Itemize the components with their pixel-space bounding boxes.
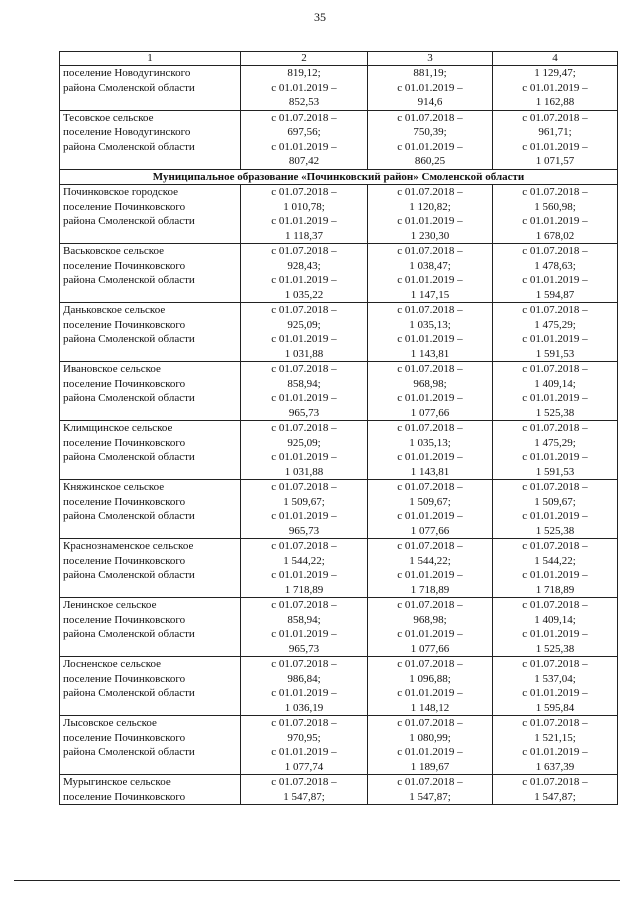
cell-line: с 01.01.2019 – — [522, 140, 588, 153]
cell-line: района Смоленской области — [63, 569, 195, 581]
cell-line: Лысовское сельское — [63, 717, 157, 729]
cell-line: с 01.01.2019 – — [271, 392, 337, 404]
cell-line: 1 525,38 — [535, 642, 575, 655]
tariff-cell-col3 — [368, 303, 493, 362]
tariff-cell-col2 — [241, 716, 368, 775]
table-row — [60, 775, 618, 805]
cell-line: 1 509,67; — [409, 495, 451, 508]
cell-line: 858,94; — [287, 377, 321, 390]
cell-line: 928,43; — [287, 259, 321, 272]
cell-line: поселение Починковского — [63, 318, 186, 331]
tariff-cell-col3 — [368, 539, 493, 598]
cell-line: 1 038,47; — [409, 259, 451, 272]
cell-line: с 01.07.2018 – — [271, 717, 337, 729]
cell-line: 1 537,04; — [534, 672, 576, 685]
cell-line: с 01.07.2018 – — [271, 111, 337, 124]
cell-line: 1 077,66 — [410, 524, 450, 537]
column-header: 3 — [368, 52, 493, 66]
cell-line: 925,09; — [287, 318, 321, 331]
cell-line: поселение Починковского — [63, 495, 186, 508]
cell-line: 1 080,99; — [409, 731, 451, 744]
cell-line: 970,95; — [287, 731, 321, 744]
cell-line: с 01.07.2018 – — [397, 304, 463, 316]
cell-line: 1 118,37 — [284, 229, 324, 242]
cell-line: района Смоленской области — [63, 687, 195, 699]
cell-line: с 01.07.2018 – — [271, 481, 337, 493]
cell-line: с 01.01.2019 – — [397, 140, 463, 153]
cell-line: 968,98; — [413, 613, 447, 626]
cell-line: с 01.07.2018 – — [522, 481, 588, 493]
tariff-cell-col3 — [368, 480, 493, 539]
tariff-cell-col2 — [241, 421, 368, 480]
cell-line: с 01.07.2018 – — [397, 776, 463, 788]
cell-line: 1 521,15; — [534, 731, 576, 744]
cell-line: с 01.07.2018 – — [271, 599, 337, 611]
table-row — [60, 539, 618, 598]
section-row — [60, 169, 618, 185]
cell-line: 1 035,13; — [409, 318, 451, 331]
tariff-cell-col2 — [241, 657, 368, 716]
tariff-cell-col2 — [241, 244, 368, 303]
cell-line: с 01.07.2018 – — [271, 658, 337, 670]
tariff-cell-col4 — [493, 480, 618, 539]
cell-line: района Смоленской области — [63, 628, 195, 640]
cell-line: 1 678,02 — [535, 229, 575, 242]
tariff-cell-col3 — [368, 598, 493, 657]
cell-line: 1 544,22; — [283, 554, 325, 567]
settlement-name-cell — [60, 244, 241, 303]
tariff-cell-col2 — [241, 775, 368, 805]
column-header: 1 — [60, 52, 241, 66]
cell-line: 1 718,89 — [410, 583, 450, 596]
cell-line: Васьковское сельское — [63, 245, 165, 257]
cell-line: 965,73 — [288, 642, 320, 655]
cell-line: с 01.01.2019 – — [397, 215, 463, 227]
cell-line: с 01.07.2018 – — [522, 658, 588, 670]
table-row — [60, 480, 618, 539]
cell-line: с 01.07.2018 – — [397, 540, 463, 552]
cell-line: 1 031,88 — [284, 465, 324, 478]
cell-line: 965,73 — [288, 524, 320, 537]
cell-line: 1 096,88; — [409, 672, 451, 685]
cell-line: района Смоленской области — [63, 746, 195, 758]
cell-line: 1 162,88 — [535, 96, 575, 108]
cell-line: с 01.01.2019 – — [522, 687, 588, 699]
cell-line: с 01.07.2018 – — [397, 658, 463, 670]
cell-line: 807,42 — [288, 155, 320, 167]
cell-line: 852,53 — [288, 96, 320, 108]
cell-line: 1 547,87; — [409, 790, 451, 803]
settlement-name-cell — [60, 539, 241, 598]
cell-line: 968,98; — [413, 377, 447, 390]
tariff-cell-col4 — [493, 539, 618, 598]
settlement-name-cell — [60, 657, 241, 716]
cell-line: 881,19; — [413, 67, 447, 79]
cell-line: 1 591,53 — [535, 465, 575, 478]
cell-line: с 01.07.2018 – — [522, 540, 588, 552]
cell-line: 1 077,66 — [410, 406, 450, 419]
cell-line: с 01.01.2019 – — [271, 569, 337, 581]
cell-line: 1 718,89 — [284, 583, 324, 596]
tariff-cell-col3 — [368, 110, 493, 169]
cell-line: с 01.01.2019 – — [522, 215, 588, 227]
cell-line: с 01.01.2019 – — [271, 140, 337, 153]
cell-line: 965,73 — [288, 406, 320, 419]
cell-line: 1 544,22; — [534, 554, 576, 567]
cell-line: с 01.01.2019 – — [271, 215, 337, 227]
section-title: Муниципальное образование «Починковский район» Смоленской области — [60, 169, 618, 185]
cell-line: 1 143,81 — [410, 347, 450, 360]
cell-line: района Смоленской области — [63, 81, 195, 94]
tariff-cell-col4 — [493, 421, 618, 480]
cell-line: с 01.07.2018 – — [397, 111, 463, 124]
cell-line: 1 595,84 — [535, 701, 575, 714]
cell-line: Починковское городское — [63, 186, 179, 198]
cell-line: с 01.07.2018 – — [271, 540, 337, 552]
tariff-cell-col4 — [493, 716, 618, 775]
cell-line: с 01.01.2019 – — [271, 510, 337, 522]
cell-line: района Смоленской области — [63, 215, 195, 227]
cell-line: с 01.07.2018 – — [522, 111, 588, 124]
cell-line: с 01.01.2019 – — [522, 392, 588, 404]
cell-line: с 01.07.2018 – — [522, 363, 588, 375]
cell-line: 1 409,14; — [534, 377, 576, 390]
column-header: 4 — [493, 52, 618, 66]
cell-line: 1 594,87 — [535, 288, 575, 301]
tariff-cell-col4 — [493, 303, 618, 362]
cell-line: с 01.07.2018 – — [271, 186, 337, 198]
column-header: 2 — [241, 52, 368, 66]
settlement-name-cell — [60, 421, 241, 480]
cell-line: района Смоленской области — [63, 392, 195, 404]
cell-line: 1 409,14; — [534, 613, 576, 626]
tariff-cell-col3 — [368, 244, 493, 303]
cell-line: 1 560,98; — [534, 200, 576, 213]
cell-line: Климщинское сельское — [63, 422, 173, 434]
table-row — [60, 185, 618, 244]
cell-line: с 01.01.2019 – — [397, 274, 463, 286]
cell-line: с 01.07.2018 – — [397, 245, 463, 257]
tariff-cell-col4 — [493, 657, 618, 716]
tariff-cell-col2 — [241, 303, 368, 362]
cell-line: 1 189,67 — [410, 760, 450, 773]
cell-line: 1 031,88 — [284, 347, 324, 360]
cell-line: с 01.07.2018 – — [522, 304, 588, 316]
cell-line: с 01.01.2019 – — [522, 628, 588, 640]
cell-line: 1 475,29; — [534, 318, 576, 331]
cell-line: 1 509,67; — [534, 495, 576, 508]
settlement-name-cell — [60, 480, 241, 539]
cell-line: 1 148,12 — [410, 701, 450, 714]
settlement-name-cell — [60, 66, 241, 111]
cell-line: 819,12; — [287, 67, 321, 79]
cell-line: района Смоленской области — [63, 274, 195, 286]
cell-line: с 01.07.2018 – — [522, 776, 588, 788]
tariff-cell-col3 — [368, 657, 493, 716]
cell-line: 1 036,19 — [284, 701, 324, 714]
cell-line: 986,84; — [287, 672, 321, 685]
cell-line: с 01.07.2018 – — [522, 599, 588, 611]
tariff-cell-col4 — [493, 185, 618, 244]
settlement-name-cell — [60, 110, 241, 169]
table-row — [60, 110, 618, 169]
cell-line: с 01.07.2018 – — [522, 186, 588, 198]
cell-line: 1 525,38 — [535, 406, 575, 419]
table-row — [60, 303, 618, 362]
footer-rule — [14, 880, 620, 881]
cell-line: с 01.01.2019 – — [397, 746, 463, 758]
cell-line: с 01.01.2019 – — [522, 451, 588, 463]
tariff-cell-col3 — [368, 775, 493, 805]
tariff-cell-col2 — [241, 539, 368, 598]
cell-line: с 01.07.2018 – — [397, 599, 463, 611]
cell-line: поселение Починковского — [63, 790, 186, 803]
cell-line: с 01.01.2019 – — [271, 628, 337, 640]
cell-line: с 01.01.2019 – — [522, 569, 588, 581]
cell-line: 697,56; — [287, 126, 321, 138]
cell-line: Краснознаменское сельское — [63, 540, 194, 552]
cell-line: 1 591,53 — [535, 347, 575, 360]
cell-line: 1 544,22; — [409, 554, 451, 567]
cell-line: с 01.07.2018 – — [397, 422, 463, 434]
cell-line: с 01.01.2019 – — [522, 510, 588, 522]
cell-line: с 01.07.2018 – — [271, 245, 337, 257]
cell-line: с 01.07.2018 – — [397, 481, 463, 493]
cell-line: 1 147,15 — [410, 288, 450, 301]
cell-line: с 01.01.2019 – — [397, 333, 463, 345]
cell-line: района Смоленской области — [63, 333, 195, 345]
cell-line: 1 035,13; — [409, 436, 451, 449]
cell-line: 1 478,63; — [534, 259, 576, 272]
cell-line: с 01.07.2018 – — [397, 186, 463, 198]
settlement-name-cell — [60, 185, 241, 244]
tariff-cell-col2 — [241, 480, 368, 539]
cell-line: с 01.07.2018 – — [397, 363, 463, 375]
tariff-cell-col3 — [368, 421, 493, 480]
cell-line: с 01.01.2019 – — [397, 81, 463, 94]
table-row — [60, 657, 618, 716]
cell-line: с 01.01.2019 – — [522, 274, 588, 286]
tariff-cell-col4 — [493, 110, 618, 169]
tariff-cell-col3 — [368, 66, 493, 111]
tariff-cell-col4 — [493, 362, 618, 421]
cell-line: с 01.01.2019 – — [397, 510, 463, 522]
cell-line: 925,09; — [287, 436, 321, 449]
cell-line: поселение Новодугинского — [63, 67, 191, 79]
cell-line: района Смоленской области — [63, 140, 195, 153]
rows-before-section — [60, 66, 618, 170]
cell-line: с 01.01.2019 – — [397, 392, 463, 404]
cell-line: Тесовское сельское — [63, 111, 154, 124]
cell-line: поселение Новодугинского — [63, 126, 191, 138]
cell-line: с 01.01.2019 – — [271, 81, 337, 94]
cell-line: района Смоленской области — [63, 451, 195, 463]
tariff-cell-col2 — [241, 66, 368, 111]
tariff-cell-col2 — [241, 110, 368, 169]
cell-line: с 01.01.2019 – — [271, 274, 337, 286]
cell-line: 1 547,87; — [283, 790, 325, 803]
cell-line: с 01.01.2019 – — [522, 746, 588, 758]
tariff-cell-col4 — [493, 775, 618, 805]
cell-line: поселение Починковского — [63, 200, 186, 213]
cell-line: с 01.01.2019 – — [271, 687, 337, 699]
cell-line: 860,25 — [414, 155, 446, 167]
cell-line: района Смоленской области — [63, 510, 195, 522]
cell-line: 1 509,67; — [283, 495, 325, 508]
tariff-cell-col3 — [368, 716, 493, 775]
settlement-name-cell — [60, 303, 241, 362]
tariff-table — [59, 51, 618, 805]
cell-line: 1 547,87; — [534, 790, 576, 803]
cell-line: с 01.01.2019 – — [271, 746, 337, 758]
cell-line: с 01.01.2019 – — [397, 569, 463, 581]
cell-line: с 01.07.2018 – — [271, 304, 337, 316]
cell-line: с 01.07.2018 – — [522, 717, 588, 729]
cell-line: с 01.07.2018 – — [397, 717, 463, 729]
cell-line: Ленинское сельское — [63, 599, 157, 611]
cell-line: с 01.01.2019 – — [271, 451, 337, 463]
cell-line: 1 010,78; — [283, 200, 325, 213]
cell-line: 1 475,29; — [534, 436, 576, 449]
settlement-name-cell — [60, 362, 241, 421]
cell-line: 1 230,30 — [410, 229, 450, 242]
tariff-cell-col3 — [368, 185, 493, 244]
cell-line: поселение Починковского — [63, 554, 186, 567]
cell-line: поселение Починковского — [63, 613, 186, 626]
cell-line: 1 718,89 — [535, 583, 575, 596]
tariff-cell-col2 — [241, 362, 368, 421]
cell-line: с 01.01.2019 – — [397, 628, 463, 640]
settlement-name-cell — [60, 716, 241, 775]
cell-line: Княжинское сельское — [63, 481, 165, 493]
cell-line: 1 129,47; — [534, 67, 576, 79]
cell-line: с 01.01.2019 – — [271, 333, 337, 345]
settlement-name-cell — [60, 775, 241, 805]
cell-line: 1 077,74 — [284, 760, 324, 773]
cell-line: 858,94; — [287, 613, 321, 626]
cell-line: 961,71; — [538, 126, 572, 138]
cell-line: с 01.07.2018 – — [522, 245, 588, 257]
cell-line: с 01.07.2018 – — [271, 422, 337, 434]
tariff-cell-col4 — [493, 598, 618, 657]
cell-line: 1 077,66 — [410, 642, 450, 655]
page-number: 35 — [314, 10, 326, 24]
cell-line: с 01.01.2019 – — [522, 333, 588, 345]
cell-line: 1 637,39 — [535, 760, 575, 773]
table-row — [60, 598, 618, 657]
cell-line: поселение Починковского — [63, 672, 186, 685]
cell-line: Лосненское сельское — [63, 658, 162, 670]
tariff-cell-col2 — [241, 185, 368, 244]
table-row — [60, 244, 618, 303]
cell-line: 1 035,22 — [284, 288, 324, 301]
cell-line: Мурыгинское сельское — [63, 776, 171, 788]
settlement-name-cell — [60, 598, 241, 657]
table-row — [60, 66, 618, 111]
tariff-cell-col4 — [493, 66, 618, 111]
tariff-cell-col2 — [241, 598, 368, 657]
cell-line: с 01.01.2019 – — [397, 451, 463, 463]
cell-line: 1 525,38 — [535, 524, 575, 537]
cell-line: с 01.07.2018 – — [271, 363, 337, 375]
cell-line: 1 120,82; — [409, 200, 451, 213]
table-row — [60, 421, 618, 480]
table-row — [60, 362, 618, 421]
cell-line: поселение Починковского — [63, 436, 186, 449]
table-row — [60, 716, 618, 775]
cell-line: с 01.01.2019 – — [522, 81, 588, 94]
cell-line: поселение Починковского — [63, 731, 186, 744]
rows-after-section — [60, 185, 618, 805]
cell-line: 1 143,81 — [410, 465, 450, 478]
cell-line: Даньковское сельское — [63, 304, 166, 316]
tariff-cell-col3 — [368, 362, 493, 421]
cell-line: поселение Починковского — [63, 259, 186, 272]
cell-line: 1 071,57 — [535, 155, 575, 167]
cell-line: 914,6 — [417, 96, 443, 108]
cell-line: поселение Починковского — [63, 377, 186, 390]
tariff-cell-col4 — [493, 244, 618, 303]
cell-line: 750,39; — [413, 126, 447, 138]
cell-line: с 01.07.2018 – — [522, 422, 588, 434]
cell-line: Ивановское сельское — [63, 363, 161, 375]
header-row — [60, 52, 618, 66]
cell-line: с 01.01.2019 – — [397, 687, 463, 699]
cell-line: с 01.07.2018 – — [271, 776, 337, 788]
